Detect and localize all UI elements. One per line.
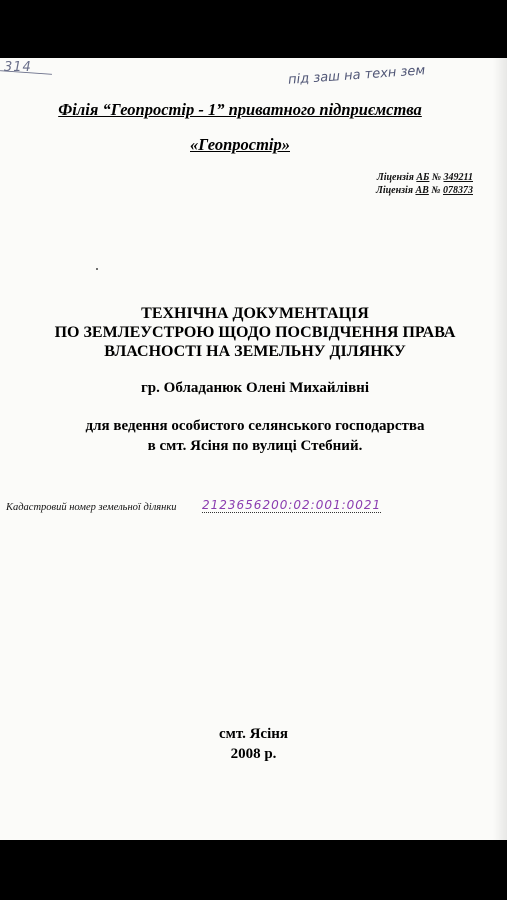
license-1-number: 349211 (443, 172, 473, 183)
organization-brand-text: «Геопростір» (190, 135, 290, 154)
page-edge-shadow (493, 58, 507, 840)
organization-line: Філія “Геопростір - 1” приватного підприємства (58, 100, 422, 119)
license-1-number-sign: № (431, 172, 442, 183)
cadastral-number: 2123656200:02:001:0021 (202, 498, 382, 512)
license-2-number: 078373 (443, 185, 473, 196)
title-line-2: ПО ЗЕМЛЕУСТРОЮ ЩОДО ПОСВІДЧЕННЯ ПРАВА (54, 324, 456, 341)
license-1 (377, 172, 473, 183)
document-title (20, 304, 490, 361)
year: 2008 р. (230, 746, 277, 762)
title-line-1: ТЕХНІЧНА ДОКУМЕНТАЦІЯ (141, 305, 369, 322)
license-1-label: Ліцензія (376, 172, 414, 183)
owner-name: гр. Обладанюк Олені Михайлівні (141, 380, 369, 396)
license-1-series: АБ (416, 172, 430, 183)
cadastral-label: Кадастровий номер земельної ділянки (6, 502, 177, 513)
document-page (0, 58, 507, 840)
place: смт. Ясіня (218, 726, 289, 742)
title-line-3: ВЛАСНОСТІ НА ЗЕМЕЛЬНУ ДІЛЯНКУ (104, 343, 406, 360)
speck (96, 268, 98, 270)
purpose (20, 416, 490, 456)
purpose-line-1: для ведення особистого селянського господарства (85, 418, 425, 434)
handwritten-note: під заш на техн зем (287, 63, 426, 88)
license-2-number-sign: № (431, 185, 441, 196)
license-2 (376, 185, 473, 196)
license-2-series: АВ (415, 185, 429, 196)
organization-brand (40, 135, 440, 155)
license-2-label: Ліцензія (375, 185, 413, 196)
handwritten-page-number: 314 (4, 60, 32, 75)
purpose-line-2: в смт. Ясіня по вулиці Стебний. (147, 438, 363, 454)
